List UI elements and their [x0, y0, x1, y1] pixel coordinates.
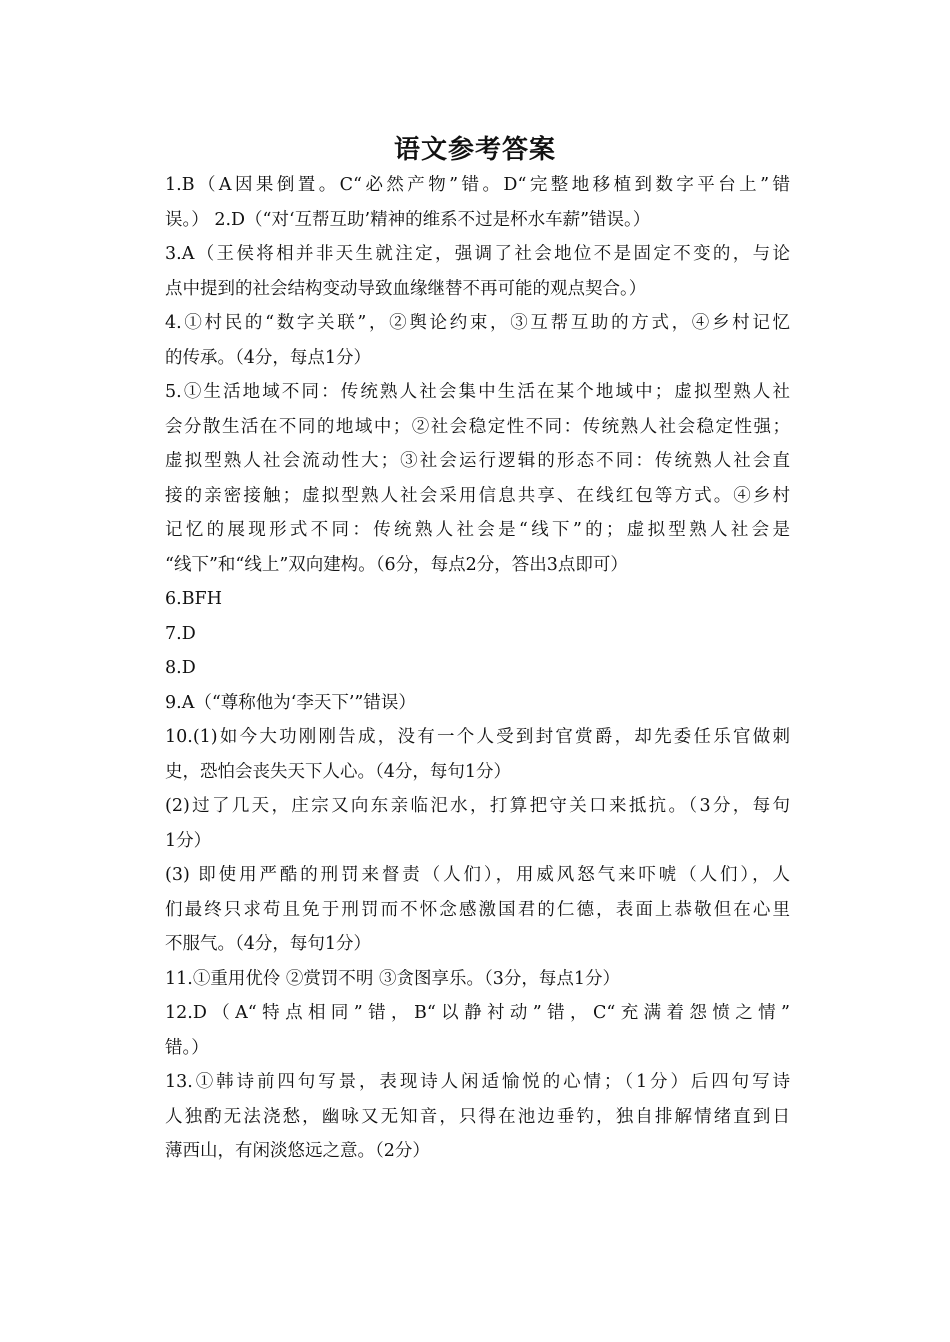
text-line: 接的亲密接触；虚拟型熟人社会采用信息共享、在线红包等方式。④乡村 — [165, 485, 790, 506]
text-line: 误。） 2.D（“对‘互帮互助’精神的维系不过是杯水车薪”错误。） — [165, 209, 651, 230]
text-line: 13.①韩诗前四句写景，表现诗人闲适愉悦的心情；（1分）后四句写诗 — [165, 1072, 790, 1092]
text-line: 4.①村民的“数字关联”，②舆论约束，③互帮互助的方式，④乡村记忆 — [165, 313, 790, 333]
text-line: 记忆的展现形式不同：传统熟人社会是“线下”的；虚拟型熟人社会是 — [165, 520, 790, 540]
text-line: 错。） — [165, 1037, 209, 1058]
text-line: 11.①重用优伶 ②赏罚不明 ③贪图享乐。（3分，每点1分） — [165, 968, 620, 989]
text-line: 7.D — [165, 623, 196, 644]
answer-content — [165, 168, 790, 1169]
text-line: 薄西山，有闲淡悠远之意。（2分） — [165, 1141, 430, 1161]
text-line: 会分散生活在不同的地域中；②社会稳定性不同：传统熟人社会稳定性强； — [165, 416, 790, 437]
text-line: 不服气。（4分，每句1分） — [165, 934, 372, 954]
text-line: 12.D（A“特点相同”错，B“以静衬动”错，C“充满着怨愤之情” — [165, 1003, 790, 1023]
text-line: 们最终只求苟且免于刑罚而不怀念感激国君的仁德，表面上恭敬但在心里 — [165, 899, 790, 920]
text-line: (3) 即使用严酷的刑罚来督责（人们），用威风怒气来吓唬（人们），人 — [165, 865, 790, 885]
text-line: 人独酌无法浇愁，幽咏又无知音，只得在池边垂钓，独自排解情绪直到日 — [165, 1106, 790, 1127]
text-line: 10.(1)如今大功刚刚告成，没有一个人受到封官赏爵，却先委任乐官做刺 — [165, 727, 790, 747]
text-line: 虚拟型熟人社会流动性大；③社会运行逻辑的形态不同：传统熟人社会直 — [165, 451, 790, 471]
page-title: 语文参考答案 — [393, 135, 556, 165]
text-line: 点中提到的社会结构变动导致血缘继替不再可能的观点契合。） — [165, 278, 647, 299]
text-line: 9.A（“尊称他为‘李天下’”错误） — [165, 692, 416, 713]
text-line: (2)过了几天，庄宗又向东亲临汜水，打算把守关口来抵抗。（3分，每句 — [165, 796, 790, 816]
text-line: 8.D — [165, 658, 196, 678]
text-line: 5.①生活地域不同：传统熟人社会集中生活在某个地域中；虚拟型熟人社 — [165, 382, 790, 402]
text-line: 的传承。（4分，每点1分） — [165, 347, 372, 368]
text-line: 1.B（A因果倒置。C“必然产物”错。D“完整地移植到数字平台上”错 — [165, 175, 790, 195]
text-line: 1分） — [165, 830, 212, 851]
text-line: 6.BFH — [165, 589, 222, 609]
text-line: 史，恐怕会丧失天下人心。（4分，每句1分） — [165, 761, 512, 782]
text-line: “线下”和“线上”双向建构。（6分，每点2分，答出3点即可） — [165, 554, 628, 575]
text-line: 3.A（王侯将相并非天生就注定，强调了社会地位不是固定不变的，与论 — [165, 244, 790, 264]
